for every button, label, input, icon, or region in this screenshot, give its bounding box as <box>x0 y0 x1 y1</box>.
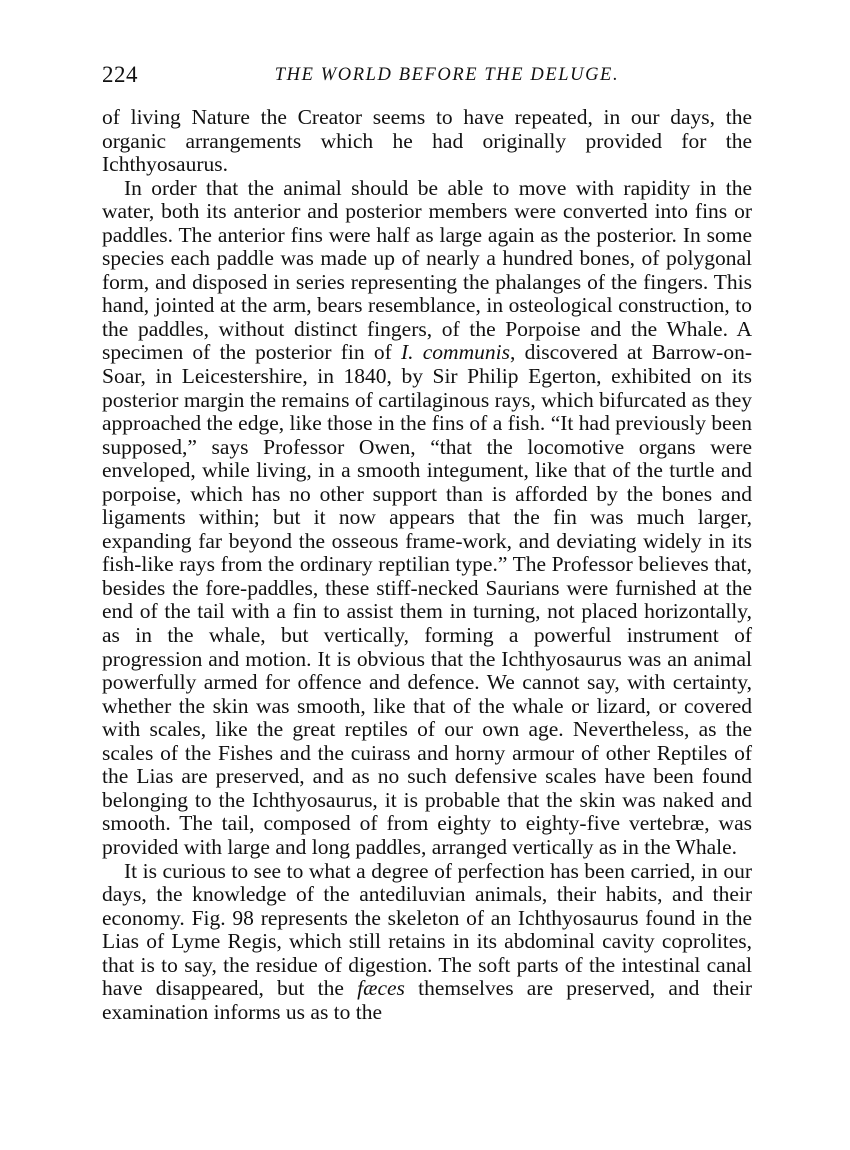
italic-term: fæces <box>357 976 405 1001</box>
page-number: 224 <box>102 62 138 87</box>
text-segment: It is curious to see to what a degree of perfection has been carried, in our days, the knowledge of the antediluvian animals, their habits, and their economy. Fig. 98 represents the skeleton of an Ichthyosaurus found in the Lias of Lyme Regis, which still retains in its abdominal cavity coprolites, that is to say, the residue of digestion. The soft parts of the intestinal canal have disappeared, but the <box>102 858 752 1001</box>
paragraph-fins <box>102 177 752 860</box>
text-segment: of living Nature the Creator seems to have repeated, in our days, the organic arrangements which he had originally provided for the Ichthyosaurus. <box>102 105 752 177</box>
book-page <box>102 58 752 1024</box>
text-segment: themselves are preserved, and their examination informs us as to the <box>102 976 752 1024</box>
paragraph-continuation <box>102 106 752 177</box>
running-title: THE WORLD BEFORE THE DELUGE. <box>274 65 620 85</box>
species-name: I. communis <box>401 340 510 365</box>
text-segment: In order that the animal should be able to move with rapidity in the water, both its anterior and posterior members were converted into fins or paddles. The anterior fins were half as large again as the posterior. In some species each paddle was made up of nearly a hundred bones, of polygonal form, and disposed in series representing the phalanges of the fingers. This hand, jointed at the arm, bears resemblance, in osteological construction, to the paddles, without distinct fingers, of the Porpoise and the Whale. A specimen of the posterior fin of <box>102 175 752 365</box>
body-text <box>102 106 752 1024</box>
paragraph-coprolites <box>102 860 752 1025</box>
text-segment: , discovered at Barrow-on-Soar, in Leicestershire, in 1840, by Sir Philip Egerton, exhibited on its posterior margin the remains of cartilaginous rays, which bifurcated as they approached the edge, like those in the fins of a fish. “It had previously been supposed,” says Professor Owen, “that the locomotive organs were enveloped, while living, in a smooth integument, like that of the turtle and porpoise, which has no other support than is afforded by the bones and ligaments within; but it now appears that the fin was much larger, expanding far beyond the osseous frame-work, and deviating widely in its fish-like rays from the ordinary reptilian type.” The Professor believes that, besides the fore-paddles, these stiff-necked Saurians were furnished at the end of the tail with a fin to assist them in turning, not placed horizontally, as in the whale, but vertically, forming a powerful instrument of progression and motion. It is obvious that the Ichthyosaurus was an animal powerfully armed for offence and defence. We cannot say, with certainty, whether the skin was smooth, like that of the whale or lizard, or covered with scales, like the great reptiles of our own age. Nevertheless, as the scales of the Fishes and the cuirass and horny armour of other Reptiles of the Lias are preserved, and as no such defensive scales have been found belonging to the Ichthyosaurus, it is probable that the skin was naked and smooth. The tail, composed of from eighty to eighty-five vertebræ, was provided with large and long paddles, arranged vertically as in the Whale. <box>102 340 752 859</box>
running-head <box>102 58 752 92</box>
